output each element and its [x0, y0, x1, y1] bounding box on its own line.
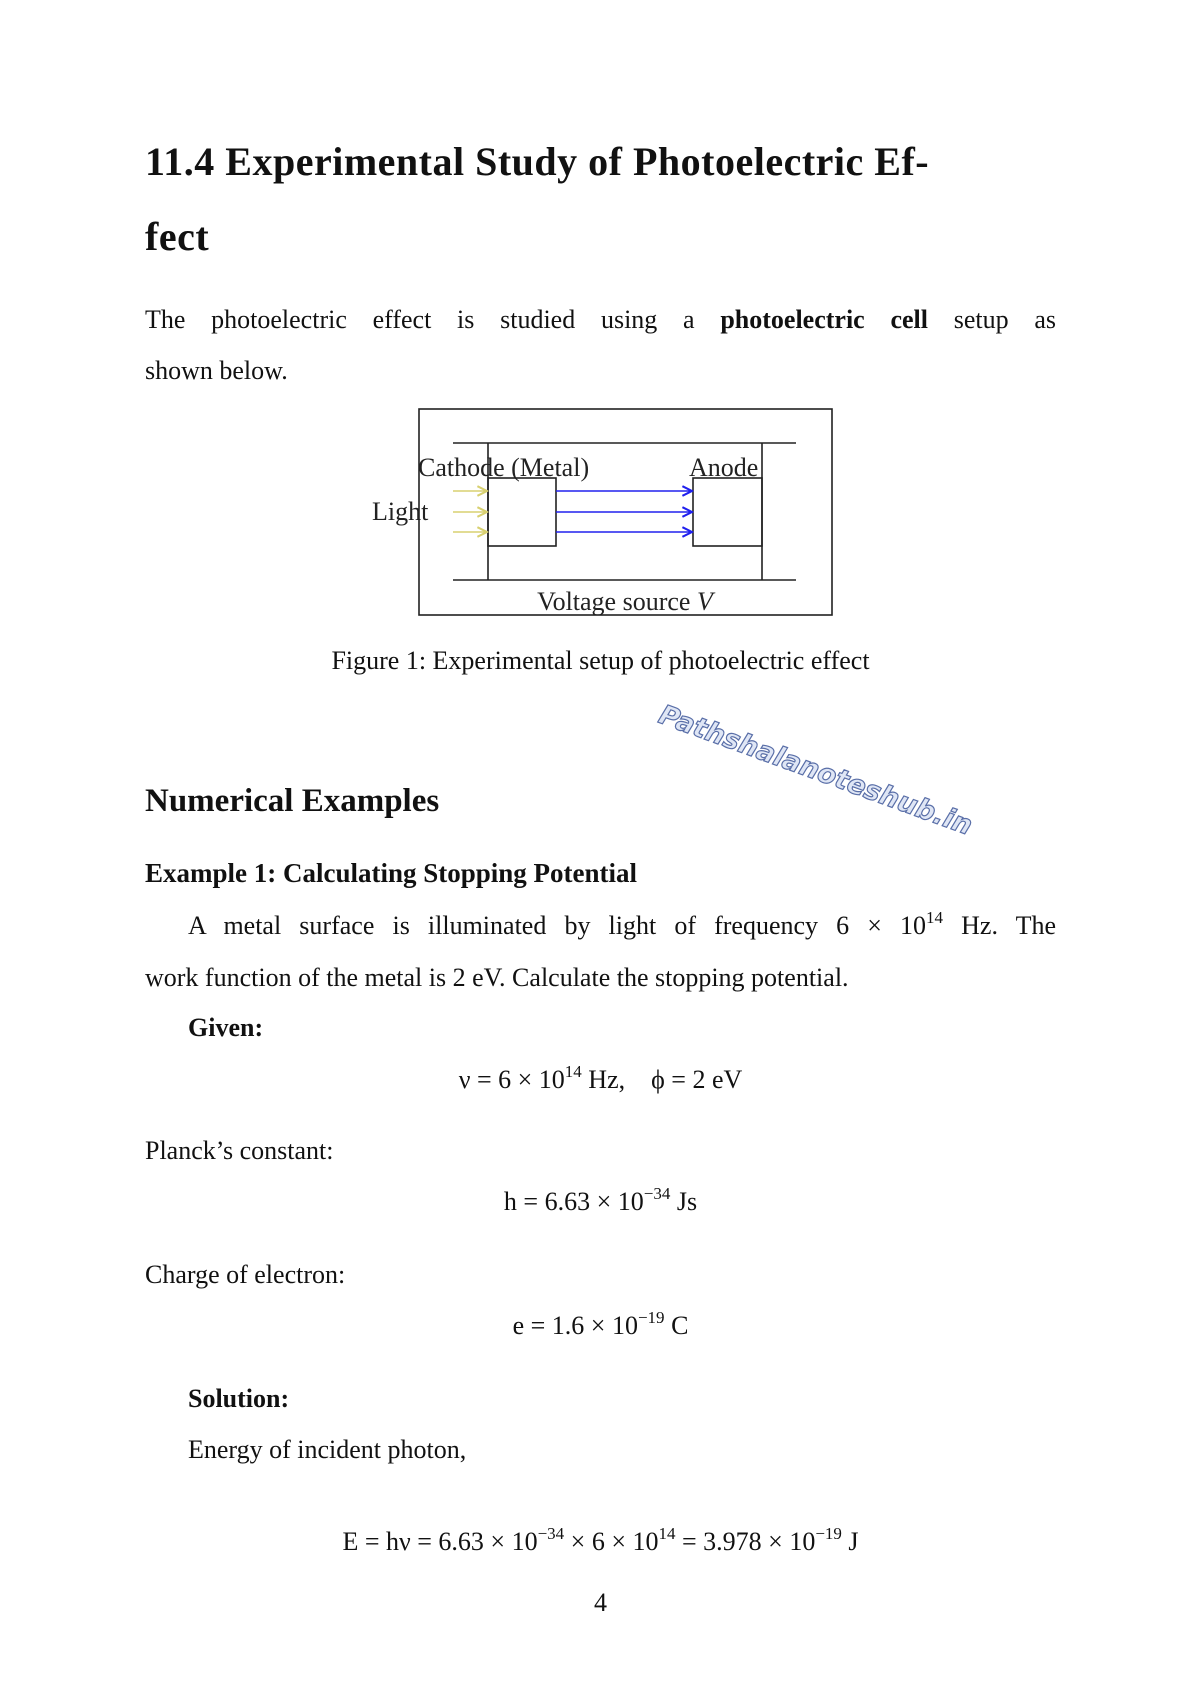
intro-text-end: setup as: [927, 305, 1056, 334]
given-label: Given:: [188, 1013, 264, 1042]
photoelectric-setup-figure: [0, 0, 1200, 700]
voltage-var: V: [696, 587, 713, 616]
planck-label: Planck’s constant:: [145, 1136, 334, 1165]
exponent: 14: [658, 1524, 676, 1543]
figure-caption: Figure 1: Experimental setup of photoelectric effect: [331, 646, 870, 675]
numerical-examples-heading: Numerical Examples: [145, 783, 440, 819]
exponent: −19: [637, 1308, 665, 1327]
page-number: 4: [594, 1588, 607, 1617]
solution-label: Solution:: [188, 1384, 290, 1413]
given-equation: [145, 1062, 1056, 1095]
eq: C: [664, 1311, 689, 1340]
planck-equation: [145, 1184, 1056, 1217]
charge-label: Charge of electron:: [145, 1260, 346, 1289]
light-rays: [453, 491, 487, 532]
exponent: 14: [926, 908, 944, 927]
exponent: 14: [564, 1062, 582, 1081]
eq: Hz, ϕ = 2 eV: [581, 1065, 743, 1094]
exponent: −34: [537, 1524, 565, 1543]
text: Hz. The: [943, 911, 1056, 940]
section-title-line1: 11.4 Experimental Study of Photoelectric Ef-: [145, 139, 930, 184]
example1-line1: [188, 908, 1056, 941]
exponent: −34: [643, 1184, 671, 1203]
voltage-label: [537, 587, 716, 616]
text: A metal surface is illuminated by light of frequency 6 × 10: [188, 911, 927, 940]
eq: E = hν = 6.63 × 10: [342, 1527, 538, 1556]
eq: h = 6.63 × 10: [503, 1187, 644, 1216]
eq: × 6 × 10: [564, 1527, 659, 1556]
voltage-text: Voltage source: [537, 587, 697, 616]
intro-text: The photoelectric effect is studied using a: [145, 305, 721, 334]
eq: e = 1.6 × 10: [512, 1311, 638, 1340]
cathode-label: Cathode (Metal): [418, 453, 590, 482]
eq: = 3.978 × 10: [675, 1527, 816, 1556]
light-label: Light: [372, 497, 429, 526]
eq: ν = 6 × 10: [458, 1065, 565, 1094]
anode-plate: [693, 478, 762, 546]
exponent: −19: [815, 1524, 842, 1543]
intro-paragraph-line2: shown below.: [145, 356, 288, 385]
eq: Js: [670, 1187, 698, 1216]
energy-equation: [145, 1524, 1056, 1557]
electron-paths: [556, 491, 692, 532]
cathode-plate: [488, 478, 556, 546]
intro-bold-term: photoelectric cell: [720, 305, 928, 334]
anode-label: Anode: [689, 453, 759, 482]
charge-equation: [145, 1308, 1056, 1341]
section-title-line2: fect: [145, 214, 210, 259]
example1-line2: work function of the metal is 2 eV. Calculate the stopping potential.: [145, 963, 849, 992]
example1-heading: Example 1: Calculating Stopping Potential: [145, 858, 638, 888]
energy-label: Energy of incident photon,: [188, 1435, 467, 1464]
eq: J: [841, 1527, 859, 1556]
watermark: Pathshalanoteshub.in: [654, 699, 977, 842]
